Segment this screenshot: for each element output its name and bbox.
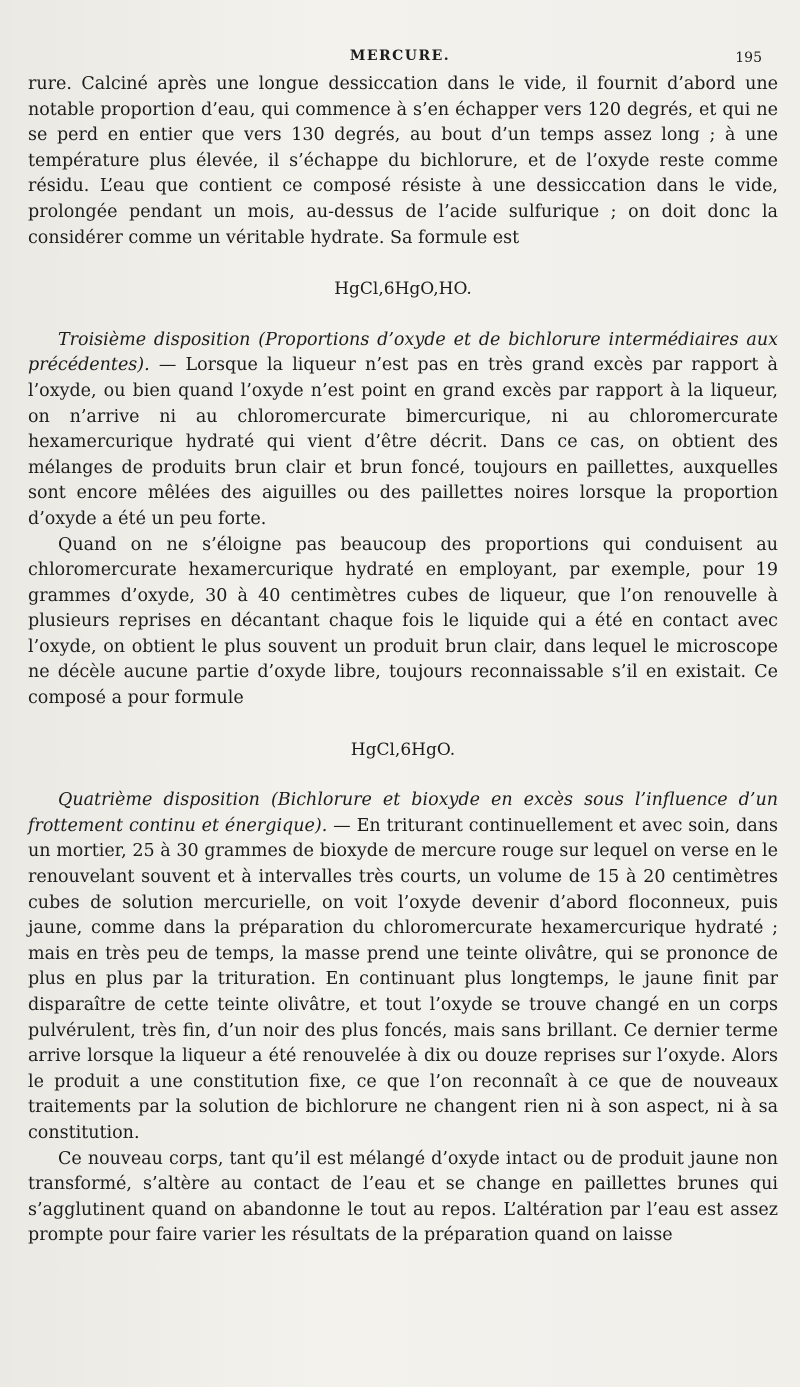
running-title: MERCURE. [349, 48, 451, 64]
running-header [0, 48, 800, 70]
paragraph-text: — Lorsque la liqueur n’est pas en très grand excès par rapport à l’oxyde, ou bien quand l’oxyde n’est point en grand excès par rapport à la liqueur, on n’arrive ni au chloromercurate bimercurique, ni au chloromercurate hexamercurique hydraté qui vient d’être décrit. Dans ce cas, on obtient des mélanges de produits brun clair et brun foncé, toujours en paillettes, auxquelles sont encore mêlées des aiguilles ou des paillettes noires lorsque la proportion d’oxyde a été un peu forte. [28, 355, 778, 529]
section-heading-fourth-disposition: Quatrième disposition (Bichlorure et bioxyde en excès sous l’influence d’un frottement continu et énergique). [28, 790, 778, 836]
paragraph-fourth-disposition [28, 788, 778, 1146]
page-number: 195 [735, 50, 762, 66]
paragraph-third-disposition [28, 328, 778, 533]
paragraph-continuation: rure. Calciné après une longue dessiccation dans le vide, il fournit d’abord une notable proportion d’eau, qui commence à s’en échapper vers 120 degrés, et qui ne se perd en entier que vers 130 degrés, au bout d’un temps assez long ; à une température plus élevée, il s’échappe du bichlorure, et de l’oxyde reste comme résidu. L’eau que contient ce composé résiste à une dessiccation dans le vide, prolongée pendant un mois, au-dessus de l’acide sulfurique ; on doit donc la considérer comme un véritable hydrate. Sa formule est [28, 74, 778, 248]
paragraph-text: — En triturant continuellement et avec soin, dans un mortier, 25 à 30 grammes de bioxyde de mercure rouge sur lequel on verse en le renouvelant souvent et à intervalles très courts, un volume de 15 à 20 centimètres cubes de solution mercurielle, on voit l’oxyde devenir d’abord floconneux, puis jaune, comme dans la préparation du chloromercurate hexamercurique hydraté ; mais en très peu de temps, la masse prend une teinte olivâtre, qui se prononce de plus en plus par la trituration. En continuant plus longtemps, le jaune finit par disparaître de cette teinte olivâtre, et tout l’oxyde se trouve changé en un corps pulvérulent, très fin, d’un noir des plus foncés, mais sans brillant. Ce dernier terme arrive lorsque la liqueur a été renouvelée à dix ou douze reprises sur l’oxyde. Alors le produit a une constitution fixe, ce que l’on reconnaît à ce que de nouveaux traitements par la solution de bichlorure ne changent rien ni à son aspect, ni à sa constitution. [28, 815, 779, 1143]
formula-anhydrous: HgCl,6HgO. [350, 739, 456, 760]
formula-hydrate: HgCl,6HgO,HO. [334, 279, 472, 300]
body-text [28, 72, 778, 1249]
paragraph-proportions: Quand on ne s’éloigne pas beaucoup des proportions qui conduisent au chloromercurate hexamercurique hydraté en employant, par exemple, pour 19 grammes d’oxyde, 30 à 40 centimètres cubes de liqueur, que l’on renouvelle à plusieurs reprises en décantant chaque fois le liquide qui a été en contact avec l’oxyde, on obtient le plus souvent un produit brun clair, dans lequel le microscope ne décèle aucune partie d’oxyde libre, toujours reconnaissable s’il en existait. Ce composé a pour formule [28, 534, 778, 709]
section-heading-third-disposition: Troisième disposition (Proportions d’oxyde et de bichlorure intermédiaires aux précédentes). [28, 329, 778, 376]
paragraph-new-body: Ce nouveau corps, tant qu’il est mélangé d’oxyde intact ou de produit jaune non transformé, s’altère au contact de l’eau et se change en paillettes brunes qui s’agglutinent quand on abandonne le tout au repos. L’altération par l’eau est assez prompte pour faire varier les résultats de la préparation quand on laisse [28, 1148, 778, 1246]
